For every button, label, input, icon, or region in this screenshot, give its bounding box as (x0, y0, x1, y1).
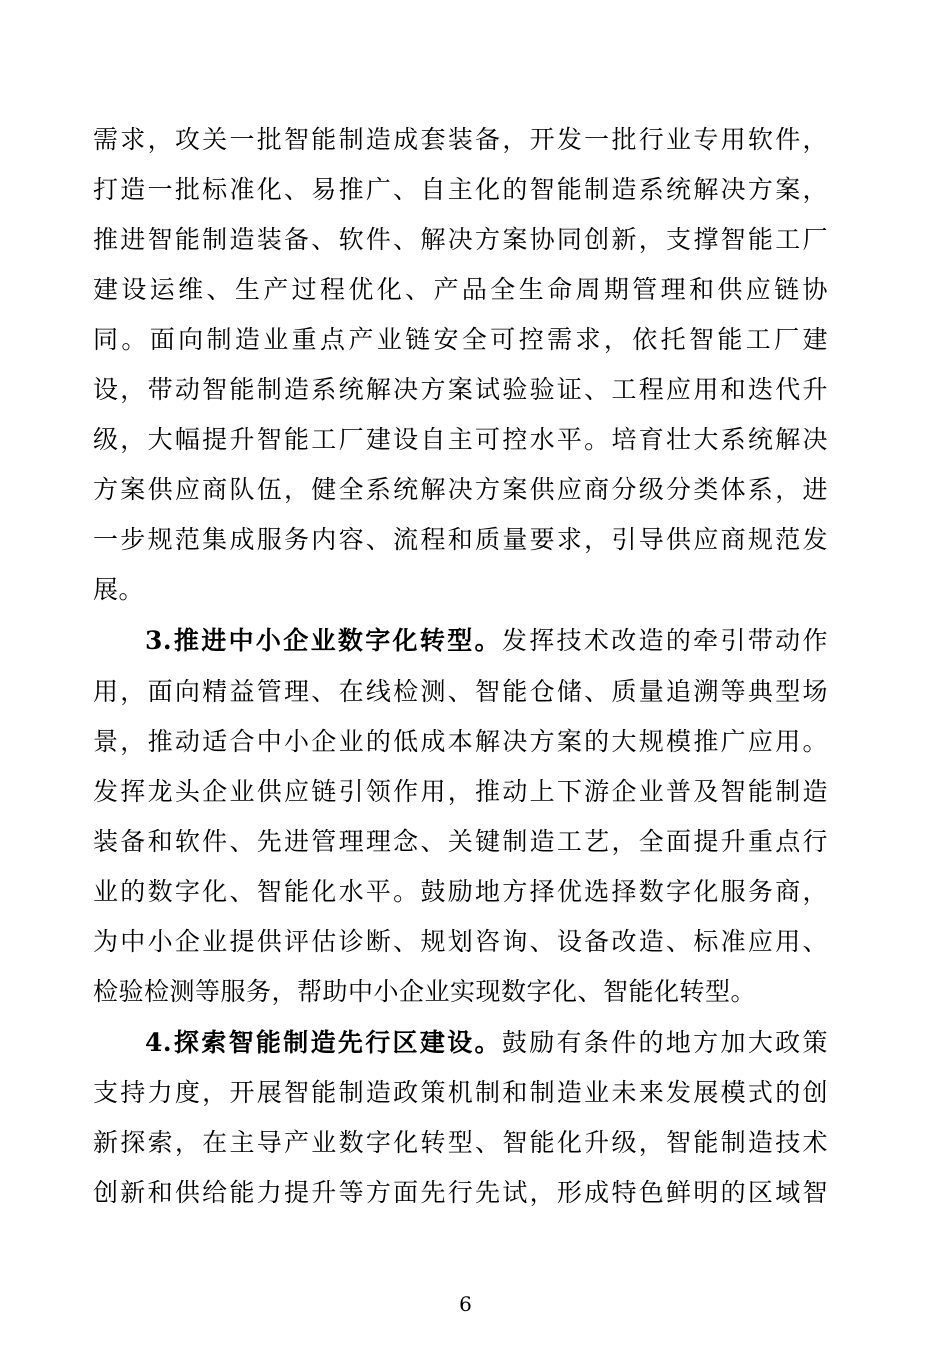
section-4-heading: 4.探索智能制造先行区建设。 (145, 1028, 502, 1057)
body-text-line: 业的数字化、智能化水平。鼓励地方择优选择数字化服务商， (93, 877, 828, 906)
body-text-line: 用，面向精益管理、在线检测、智能仓储、质量追溯等典型场 (93, 677, 828, 706)
body-text-line: 新探索，在主导产业数字化转型、智能化升级，智能制造技术 (93, 1128, 828, 1157)
section-3-first-line (145, 621, 828, 661)
body-text-line: 支持力度，开展智能制造政策机制和制造业未来发展模式的创 (93, 1078, 828, 1107)
body-text-line: 展。 (93, 575, 145, 604)
body-text-line: 同。面向制造业重点产业链安全可控需求，依托智能工厂建 (93, 325, 828, 354)
section-4-first-line-text: 鼓励有条件的地方加大政策 (501, 1028, 828, 1057)
body-text-line: 创新和供给能力提升等方面先行先试，形成特色鲜明的区域智 (93, 1178, 828, 1207)
body-text-line: 装备和软件、先进管理理念、关键制造工艺，全面提升重点行 (93, 827, 828, 856)
body-text-line: 建设运维、生产过程优化、产品全生命周期管理和供应链协 (93, 275, 828, 304)
body-text-line: 设，带动智能制造系统解决方案试验验证、工程应用和迭代升 (93, 375, 828, 404)
page-number: 6 (459, 1292, 472, 1316)
body-text-line: 景，推动适合中小企业的低成本解决方案的大规模推广应用。 (93, 727, 828, 756)
section-4-first-line (145, 1023, 828, 1063)
body-text-line: 方案供应商队伍，健全系统解决方案供应商分级分类体系，进 (93, 475, 828, 504)
section-3-heading: 3.推进中小企业数字化转型。 (145, 626, 502, 655)
section-3-first-line-text: 发挥技术改造的牵引带动作 (501, 626, 828, 655)
body-text-line: 推进智能制造装备、软件、解决方案协同创新，支撑智能工厂 (93, 225, 828, 254)
body-text-line: 发挥龙头企业供应链引领作用，推动上下游企业普及智能制造 (93, 777, 828, 806)
body-text-line: 为中小企业提供评估诊断、规划咨询、设备改造、标准应用、 (93, 927, 828, 956)
body-text-line: 一步规范集成服务内容、流程和质量要求，引导供应商规范发 (93, 525, 828, 554)
body-text-line: 级，大幅提升智能工厂建设自主可控水平。培育壮大系统解决 (93, 425, 828, 454)
body-text-line: 打造一批标准化、易推广、自主化的智能制造系统解决方案， (93, 175, 828, 204)
body-text-line: 需求，攻关一批智能制造成套装备，开发一批行业专用软件， (93, 125, 828, 154)
body-text-line: 检验检测等服务，帮助中小企业实现数字化、智能化转型。 (93, 977, 757, 1006)
